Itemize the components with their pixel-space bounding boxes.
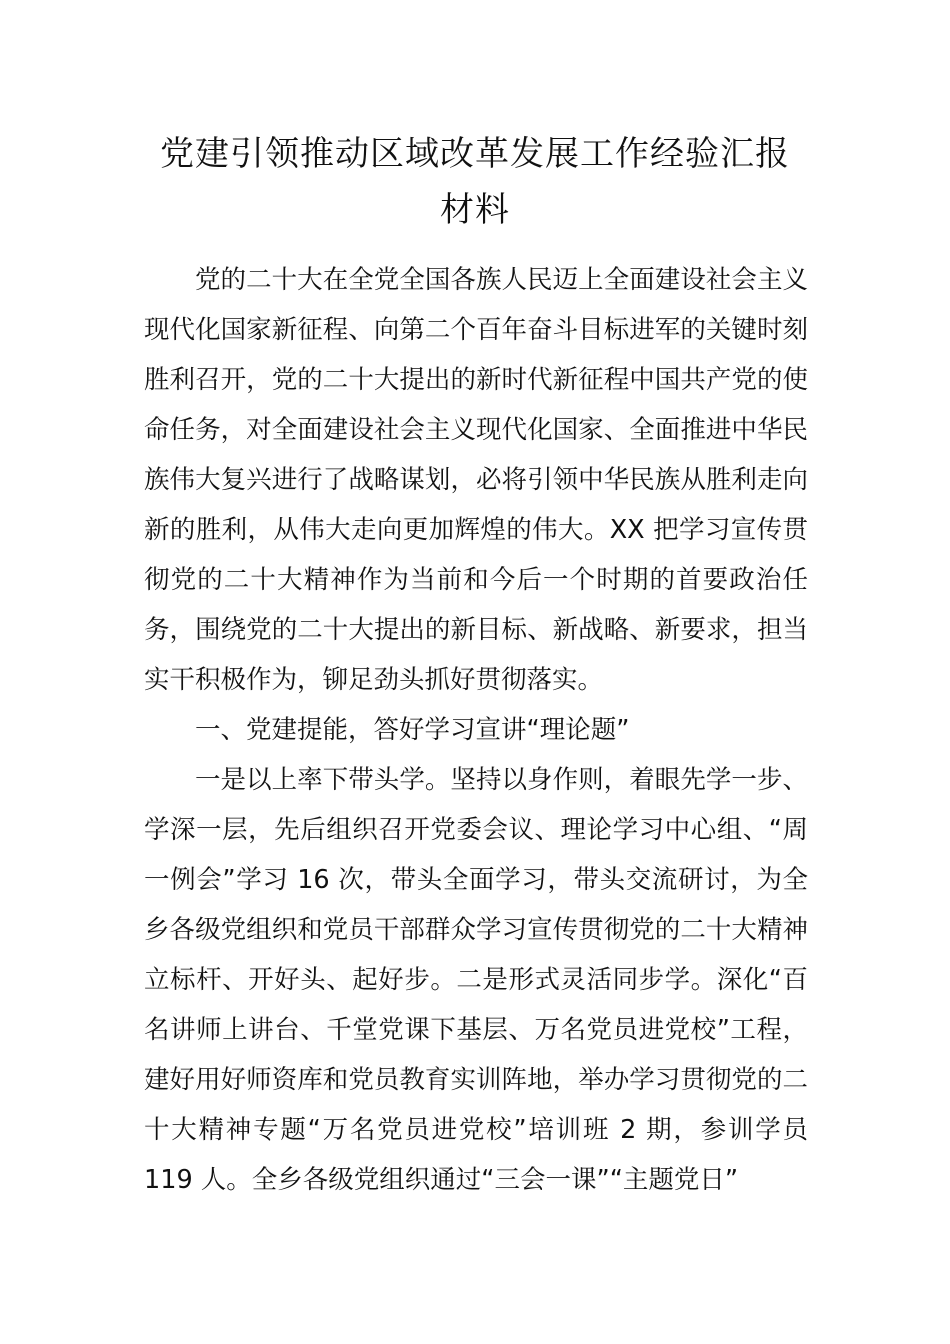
section-heading-1: 一、党建提能，答好学习宣讲“理论题” xyxy=(195,715,630,745)
paragraph-section-1: 一是以上率下带头学。坚持以身作则，着眼先学一步、学深一层，先后组织召开党委会议、理论学习中心组、“周一例会”学习 16 次，带头全面学习，带头交流研讨，为全乡各级党组织和党员干部群众学习宣传贯彻党的二十大精神立标杆、开好头、起好步。二是形式灵活同步学。深化“百名讲师上讲台、千堂党课下基层、万名党员进党校”工程，建好用好师资库和党员教育实训阵地，举办学习贯彻党的二十大精神专题“万名党员进党校”培训班 2 期，参训学员 119 人。全乡各级党组织通过“三会一课”“主题党日” xyxy=(144,765,808,1195)
document-body xyxy=(144,255,808,1205)
title-line-2: 材料 xyxy=(440,190,510,230)
paragraph-intro: 党的二十大在全党全国各族人民迈上全面建设社会主义现代化国家新征程、向第二个百年奋斗目标进军的关键时刻胜利召开，党的二十大提出的新时代新征程中国共产党的使命任务，对全面建设社会主义现代化国家、全面推进中华民族伟大复兴进行了战略谋划，必将引领中华民族从胜利走向新的胜利，从伟大走向更加辉煌的伟大。XX 把学习宣传贯彻党的二十大精神作为当前和今后一个时期的首要政治任务，围绕党的二十大提出的新目标、新战略、新要求，担当实干积极作为，铆足劲头抓好贯彻落实。 xyxy=(144,265,808,695)
document-title xyxy=(120,126,830,238)
title-line-1: 党建引领推动区域改革发展工作经验汇报 xyxy=(160,134,790,174)
